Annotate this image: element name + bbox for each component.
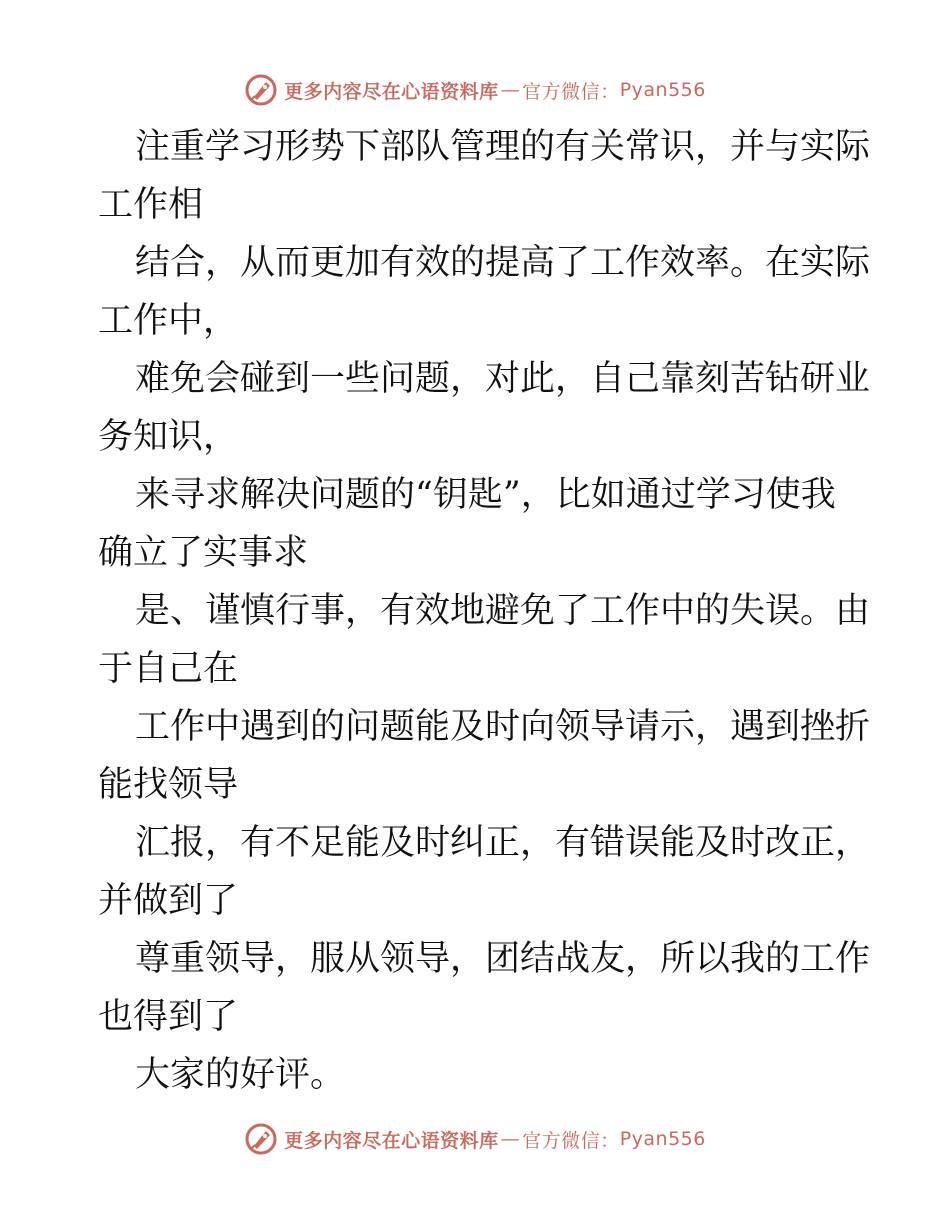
body-line: 工作相: [98, 185, 204, 225]
body-line: 并做到了: [98, 881, 239, 921]
body-paragraph: [98, 118, 871, 1104]
body-line: 也得到了: [98, 997, 239, 1037]
pen-nib-logo-icon: [244, 1122, 278, 1156]
pen-nib-logo-icon: [244, 73, 278, 107]
banner-wechat-id: Pyan556: [619, 1128, 706, 1150]
banner-wechat-id: Pyan556: [619, 79, 706, 101]
banner-wechat-label: 官方微信：: [522, 1129, 620, 1152]
body-line: 结合，从而更加有效的提高了工作效率。在实际: [135, 243, 871, 283]
banner-brand-text: 更多内容尽在心语资料库: [284, 1129, 499, 1152]
header-banner[interactable]: [0, 70, 950, 110]
body-line: 尊重领导，服从领导，团结战友，所以我的工作: [135, 939, 871, 979]
banner-brand-text: 更多内容尽在心语资料库: [284, 80, 499, 103]
footer-banner[interactable]: [0, 1119, 950, 1159]
body-line: 是、谨慎行事，有效地避免了工作中的失误。由: [135, 591, 871, 631]
body-line: 难免会碰到一些问题，对此，自己靠刻苦钻研业: [135, 359, 871, 399]
body-line: 确立了实事求: [98, 533, 309, 573]
body-line: 工作中，: [98, 301, 239, 341]
body-line: 能找领导: [98, 765, 239, 805]
body-line: 于自己在: [98, 649, 239, 689]
banner-wechat-label: 官方微信：: [522, 80, 620, 103]
body-line: 务知识，: [98, 417, 239, 457]
body-line: 汇报，有不足能及时纠正，有错误能及时改正，: [135, 823, 871, 863]
banner-separator: —: [500, 79, 521, 101]
body-line: 来寻求解决问题的“钥匙”，比如通过学习使我: [135, 475, 836, 515]
body-line: 工作中遇到的问题能及时向领导请示，遇到挫折: [135, 707, 871, 747]
body-line: 注重学习形势下部队管理的有关常识，并与实际: [135, 127, 871, 167]
body-line: 大家的好评。: [135, 1055, 346, 1095]
banner-separator: —: [500, 1128, 521, 1150]
